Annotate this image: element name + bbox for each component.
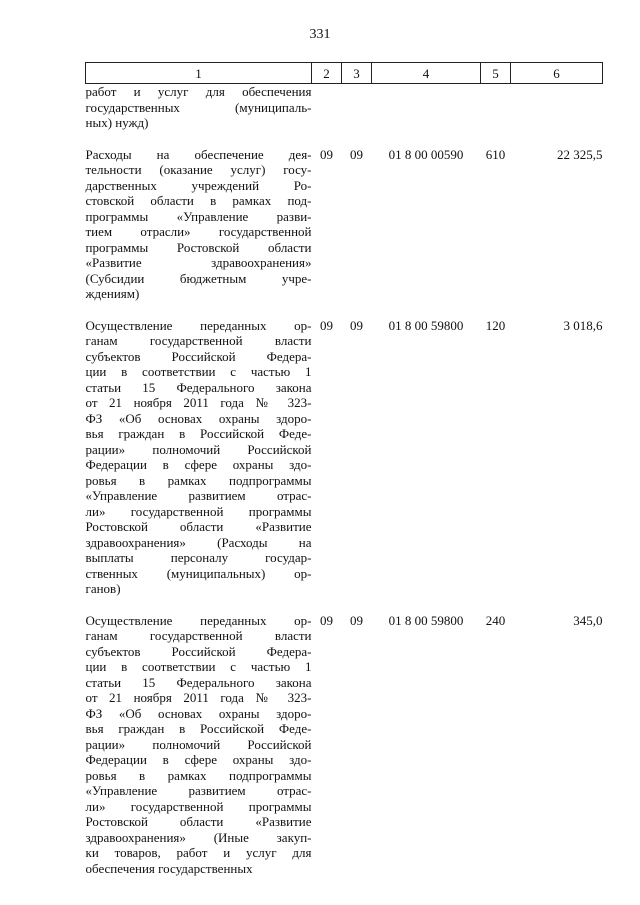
expense-type-code: 240 <box>485 612 506 628</box>
expense-type-code <box>481 84 511 131</box>
description-line: ки товаров, работ и услуг для <box>85 845 312 860</box>
description-line: здравоохранения» (Расходы на <box>85 534 312 550</box>
amount-value: 22 325,5 <box>557 146 603 162</box>
description-line: государственных (муниципаль- <box>85 99 312 115</box>
budget-table <box>85 62 603 876</box>
description-line: ганов) <box>85 581 121 596</box>
target-article-code: 01 8 00 59800 <box>388 612 464 628</box>
table-row <box>86 597 603 877</box>
description-line: ции в соответствии с частью 1 <box>85 364 312 379</box>
subsection-code: 09 <box>350 612 363 628</box>
table-body <box>86 84 603 877</box>
description-line: ровья в рамках подпрограммы <box>85 472 312 488</box>
row-description <box>86 302 312 597</box>
description-line: тельности (оказание услуг) госу- <box>85 162 312 177</box>
description-line: дарственных учреждений Ро- <box>85 177 312 193</box>
target-article-code: 01 8 00 59800 <box>388 317 464 333</box>
target-article-code: 01 8 00 00590 <box>388 146 464 162</box>
description-line: ганам государственной власти <box>85 333 312 348</box>
section-code: 09 <box>320 317 333 333</box>
description-line: здравоохранения» (Иные закуп- <box>85 829 312 845</box>
description-line: субъектов Российской Федера- <box>85 643 312 659</box>
description-line: Расходы на обеспечение дея- <box>85 146 312 162</box>
description-line: статьи 15 Федерального закона <box>85 379 312 395</box>
subsection-code: 09 <box>350 146 363 162</box>
amount-value: 3 018,6 <box>563 317 603 333</box>
description-line: тием отрасли» государственной <box>85 224 312 239</box>
description-line: ждениям) <box>85 286 140 301</box>
subsection-code: 09 <box>350 317 363 333</box>
description-line: стовской области в рамках под- <box>85 193 312 208</box>
description-line: Федерации в сфере охраны здо- <box>85 457 312 472</box>
column-header: 5 <box>481 63 511 84</box>
description-line: ных) нужд) <box>85 115 149 130</box>
description-line: «Управление развитием отрас- <box>85 488 312 503</box>
row-description <box>86 84 312 131</box>
description-line: ли» государственной программы <box>85 503 312 519</box>
description-line: (Субсидии бюджетным учре- <box>85 270 312 286</box>
description-line: ровья в рамках подпрограммы <box>85 767 312 783</box>
table-row <box>86 84 603 131</box>
column-header: 4 <box>372 63 481 84</box>
column-header: 2 <box>312 63 342 84</box>
description-line: обеспечения государственных <box>85 860 253 876</box>
description-line: Осуществление переданных ор- <box>85 317 312 333</box>
column-header: 6 <box>511 63 603 84</box>
description-line: рации» полномочий Российской <box>85 441 312 457</box>
description-line: субъектов Российской Федера- <box>85 348 312 364</box>
description-line: Ростовской области «Развитие <box>85 814 312 829</box>
expense-type-code: 120 <box>485 317 506 333</box>
description-line: от 21 ноября 2011 года № 323- <box>85 690 312 705</box>
description-line: Осуществление переданных ор- <box>85 612 312 628</box>
description-line: ли» государственной программы <box>85 798 312 814</box>
table-header-row <box>86 63 603 84</box>
description-line: вья граждан в Российской Феде- <box>85 426 312 441</box>
description-line: работ и услуг для обеспечения <box>85 84 312 99</box>
amount-value: 345,0 <box>573 612 603 628</box>
description-line: ФЗ «Об основах охраны здоро- <box>85 410 312 426</box>
row-description <box>86 597 312 877</box>
target-article-code <box>372 84 481 131</box>
description-line: рации» полномочий Российской <box>85 736 312 752</box>
description-line: ганам государственной власти <box>85 628 312 643</box>
description-line: выплаты персоналу государ- <box>85 550 312 565</box>
description-line: ственных (муниципальных) ор- <box>85 565 312 581</box>
description-line: ФЗ «Об основах охраны здоро- <box>85 705 312 721</box>
page-number: 331 <box>309 27 331 42</box>
section-code: 09 <box>320 146 333 162</box>
description-line: Ростовской области «Развитие <box>85 519 312 534</box>
description-line: «Развитие здравоохранения» <box>85 255 312 270</box>
subsection-code <box>342 84 372 131</box>
description-line: Федерации в сфере охраны здо- <box>85 752 312 767</box>
description-line: вья граждан в Российской Феде- <box>85 721 312 736</box>
table-row <box>86 131 603 302</box>
table-row <box>86 302 603 597</box>
section-code: 09 <box>320 612 333 628</box>
row-description <box>86 131 312 302</box>
description-line: программы «Управление разви- <box>85 208 312 224</box>
description-line: от 21 ноября 2011 года № 323- <box>85 395 312 410</box>
description-line: программы Ростовской области <box>85 239 312 255</box>
column-header: 3 <box>342 63 372 84</box>
description-line: ции в соответствии с частью 1 <box>85 659 312 674</box>
column-header: 1 <box>86 63 312 84</box>
description-line: статьи 15 Федерального закона <box>85 674 312 690</box>
description-line: «Управление развитием отрас- <box>85 783 312 798</box>
section-code <box>312 84 342 131</box>
amount-value <box>511 84 603 131</box>
expense-type-code: 610 <box>485 146 506 162</box>
